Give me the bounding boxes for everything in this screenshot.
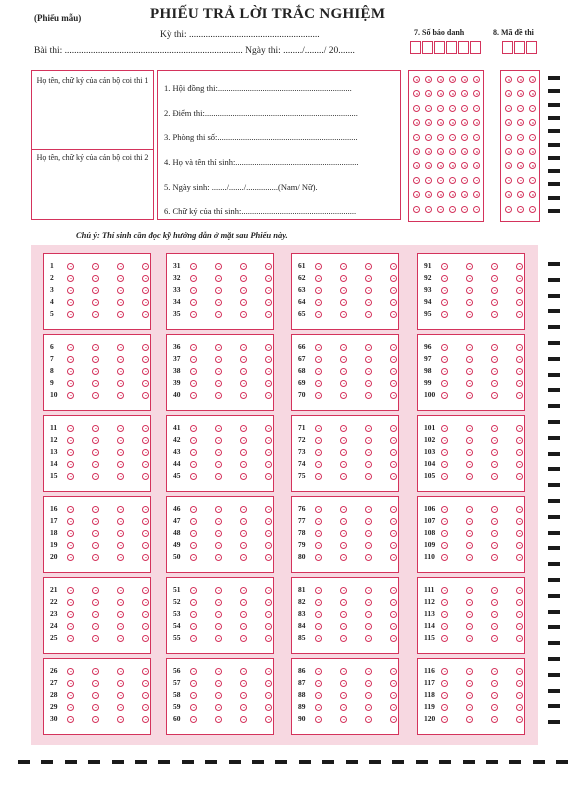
question-number: 38 [173,366,181,375]
question-number: 45 [173,471,181,480]
question-number: 48 [173,528,181,537]
question-number: 100 [424,390,436,399]
question-number: 94 [424,297,432,306]
question-number: 22 [50,597,58,606]
question-number: 115 [424,633,435,642]
question-number: 18 [50,528,58,537]
question-number: 110 [424,552,435,561]
question-number: 120 [424,714,436,723]
question-number: 74 [298,459,306,468]
timing-mark [533,760,545,764]
question-number: 83 [298,609,306,618]
question-number: 6 [50,342,54,351]
question-number: 4 [50,297,54,306]
question-number: 35 [173,309,181,318]
timing-mark [548,143,560,147]
timing-mark [135,760,147,764]
question-number: 15 [50,471,58,480]
question-number: 78 [298,528,306,537]
question-number: 2 [50,273,54,282]
timing-mark [548,689,560,693]
question-number: 27 [50,678,58,687]
timing-mark [229,760,241,764]
question-number: 50 [173,552,181,561]
question-number: 118 [424,690,435,699]
question-number: 63 [298,285,306,294]
question-number: 79 [298,540,306,549]
timing-mark [112,760,124,764]
question-number: 95 [424,309,432,318]
timing-mark [548,562,560,566]
timing-mark [548,116,560,120]
timing-mark [392,760,404,764]
question-number: 34 [173,297,181,306]
question-number: 113 [424,609,435,618]
question-number: 46 [173,504,181,513]
timing-mark [548,483,560,487]
question-number: 76 [298,504,306,513]
question-number: 19 [50,540,58,549]
question-number: 90 [298,714,306,723]
question-number: 84 [298,621,306,630]
timing-mark [548,373,560,377]
question-number: 13 [50,447,58,456]
question-number: 75 [298,471,306,480]
question-number: 5 [50,309,54,318]
question-number: 29 [50,702,58,711]
timing-mark [548,404,560,408]
timing-mark [548,436,560,440]
timing-mark [548,156,560,160]
question-number: 21 [50,585,58,594]
question-number: 87 [298,678,306,687]
question-number: 88 [298,690,306,699]
timing-mark [548,641,560,645]
question-number: 73 [298,447,306,456]
question-number: 51 [173,585,181,594]
question-number: 97 [424,354,432,363]
timing-mark [556,760,568,764]
question-number: 101 [424,423,436,432]
question-number: 77 [298,516,306,525]
question-number: 47 [173,516,181,525]
timing-mark [548,341,560,345]
question-number: 10 [50,390,58,399]
question-number: 106 [424,504,436,513]
question-number: 33 [173,285,181,294]
question-number: 111 [424,585,435,594]
question-number: 69 [298,378,306,387]
timing-mark [548,610,560,614]
question-number: 43 [173,447,181,456]
question-number: 7 [50,354,54,363]
question-number: 82 [298,597,306,606]
question-number: 32 [173,273,181,282]
timing-mark [548,278,560,282]
question-number: 114 [424,621,435,630]
question-number: 66 [298,342,306,351]
question-number: 26 [50,666,58,675]
timing-mark [65,760,77,764]
question-number: 23 [50,609,58,618]
question-number: 109 [424,540,436,549]
question-number: 28 [50,690,58,699]
timing-mark [548,452,560,456]
timing-mark [548,325,560,329]
question-number: 39 [173,378,181,387]
question-number: 1 [50,261,54,270]
subject-date-field[interactable]: Bài thi: ........................................................................... Ngày thi: ......../......../ 20....... [34,46,355,56]
question-number: 96 [424,342,432,351]
timing-mark [548,704,560,708]
question-number: 112 [424,597,435,606]
timing-mark [548,515,560,519]
timing-mark [548,129,560,133]
timing-mark [18,760,30,764]
question-number: 92 [424,273,432,282]
birth-date-field[interactable]: 5. Ngày sinh: ......./......./...............(Nam/ Nữ). [164,182,318,192]
timing-mark [346,760,358,764]
timing-mark [548,357,560,361]
question-number: 17 [50,516,58,525]
exam-code-label: 8. Mã đề thi [493,28,534,37]
question-number: 41 [173,423,181,432]
timing-mark [322,760,334,764]
question-number: 59 [173,702,181,711]
question-number: 60 [173,714,181,723]
exam-location-field[interactable]: 2. Điểm thi:........................................................................ [164,108,358,118]
timing-mark [275,760,287,764]
question-number: 64 [298,297,306,306]
question-number: 53 [173,609,181,618]
timing-mark [182,760,194,764]
sample-label: (Phiếu mẫu) [34,13,82,23]
timing-mark [439,760,451,764]
question-number: 72 [298,435,306,444]
exam-room-field[interactable]: 3. Phòng thi số:.................................................................. [164,132,358,142]
invigilator-2-label: Họ tên, chữ ký của cán bộ coi thi 2 [36,153,149,162]
question-number: 86 [298,666,306,675]
timing-mark [509,760,521,764]
question-number: 119 [424,702,435,711]
question-number: 24 [50,621,58,630]
timing-mark [548,499,560,503]
timing-mark [548,657,560,661]
timing-mark [548,420,560,424]
question-number: 104 [424,459,436,468]
timing-mark [548,467,560,471]
instruction-note: Chú ý: Thí sinh cần đọc kỹ hướng dẫn ở mặt sau Phiếu này. [76,230,288,240]
timing-mark [548,169,560,173]
timing-mark [41,760,53,764]
question-number: 93 [424,285,432,294]
question-number: 103 [424,447,436,456]
question-number: 99 [424,378,432,387]
timing-mark [158,760,170,764]
question-number: 85 [298,633,306,642]
question-number: 14 [50,459,58,468]
question-number: 40 [173,390,181,399]
question-number: 16 [50,504,58,513]
timing-mark [548,388,560,392]
question-number: 68 [298,366,306,375]
timing-mark [369,760,381,764]
question-number: 105 [424,471,436,480]
page-title: PHIẾU TRẢ LỜI TRẮC NGHIỆM [150,6,386,22]
candidate-number-label: 7. Số báo danh [414,28,465,37]
question-number: 56 [173,666,181,675]
timing-mark [548,262,560,266]
timing-mark [416,760,428,764]
question-number: 54 [173,621,181,630]
question-number: 42 [173,435,181,444]
timing-mark [548,673,560,677]
question-number: 61 [298,261,306,270]
question-number: 58 [173,690,181,699]
timing-mark [299,760,311,764]
question-number: 30 [50,714,58,723]
timing-mark [548,103,560,107]
timing-mark [548,309,560,313]
question-number: 65 [298,309,306,318]
question-number: 116 [424,666,435,675]
question-number: 89 [298,702,306,711]
question-number: 91 [424,261,432,270]
question-number: 81 [298,585,306,594]
question-number: 70 [298,390,306,399]
timing-mark [548,594,560,598]
question-number: 108 [424,528,436,537]
question-number: 9 [50,378,54,387]
question-number: 49 [173,540,181,549]
timing-mark [548,578,560,582]
question-number: 31 [173,261,181,270]
question-number: 37 [173,354,181,363]
question-number: 8 [50,366,54,375]
timing-mark [548,531,560,535]
timing-mark [205,760,217,764]
timing-mark [548,625,560,629]
timing-mark [548,196,560,200]
question-number: 25 [50,633,58,642]
timing-mark [463,760,475,764]
timing-mark [548,89,560,93]
question-number: 57 [173,678,181,687]
timing-mark [486,760,498,764]
exam-council-field[interactable]: 1. Hội đồng thi:............................................................... [164,83,352,93]
question-number: 20 [50,552,58,561]
timing-mark [548,182,560,186]
question-number: 67 [298,354,306,363]
invigilator-1-label: Họ tên, chữ ký của cán bộ coi thi 1 [36,76,149,85]
question-number: 107 [424,516,436,525]
question-number: 117 [424,678,435,687]
question-number: 62 [298,273,306,282]
candidate-signature-field[interactable]: 6. Chữ ký của thí sinh:...................................................... [164,206,357,216]
timing-mark [548,294,560,298]
question-number: 98 [424,366,432,375]
question-number: 102 [424,435,436,444]
question-number: 11 [50,423,58,432]
question-number: 44 [173,459,181,468]
timing-mark [548,546,560,550]
timing-mark [88,760,100,764]
timing-mark [548,720,560,724]
question-number: 36 [173,342,181,351]
candidate-name-field[interactable]: 4. Họ và tên thí sinh:.......................................................... [164,157,359,167]
question-number: 52 [173,597,181,606]
exam-name-field[interactable]: Kỳ thi: ....................................................... [160,30,320,40]
question-number: 71 [298,423,306,432]
question-number: 12 [50,435,58,444]
question-number: 3 [50,285,54,294]
timing-mark [548,76,560,80]
timing-mark [548,209,560,213]
question-number: 80 [298,552,306,561]
timing-mark [252,760,264,764]
question-number: 55 [173,633,181,642]
